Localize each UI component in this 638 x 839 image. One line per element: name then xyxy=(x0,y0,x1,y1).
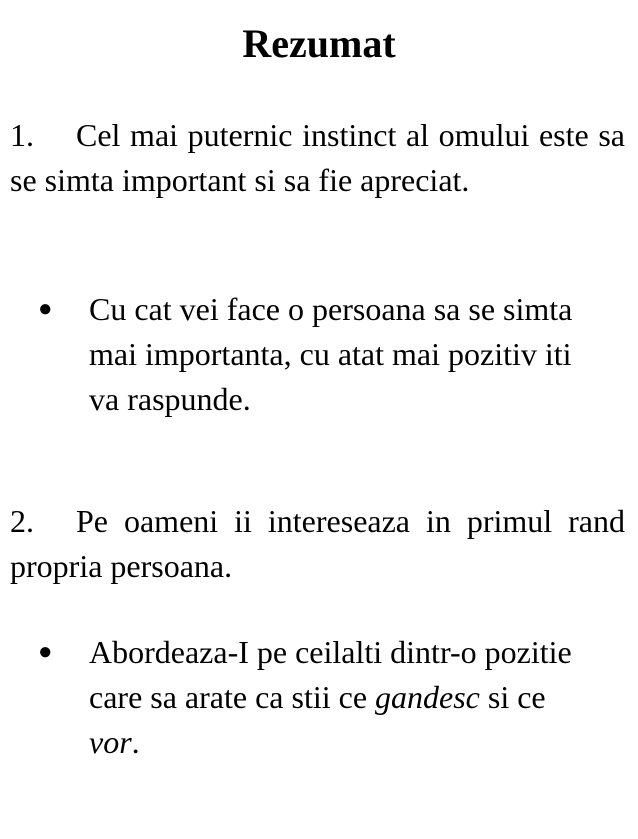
bullet-item-1 xyxy=(38,287,599,422)
point-text: Cel mai puternic instinct al omului este sa se simta important si sa fie apreciat. xyxy=(10,117,625,198)
bullet-text-after: . xyxy=(131,724,140,760)
bullet-text-before: Abordeaza-I pe ceilalti dintr-o pozitie care sa arate ca stii ce xyxy=(89,634,572,715)
point-text: Pe oameni ii intereseaza in primul rand propria persoana. xyxy=(10,503,625,584)
page-title: Rezumat xyxy=(242,21,396,66)
bullet-item-2 xyxy=(38,630,599,765)
point-number: 2. xyxy=(10,503,34,539)
point-number: 1. xyxy=(10,117,34,153)
summary-point-2 xyxy=(10,499,625,589)
bullet-emphasis-vor: vor xyxy=(89,724,132,760)
bullet-emphasis-gandesc: gandesc xyxy=(375,679,480,715)
bullet-icon: ● xyxy=(38,296,53,322)
summary-point-1 xyxy=(10,113,625,203)
bullet-text-middle: si ce xyxy=(479,679,546,715)
bullet-icon: ● xyxy=(38,639,53,665)
bullet-text: Cu cat vei face o persoana sa se simta mai importanta, cu atat mai pozitiv iti va raspunde. xyxy=(89,291,573,417)
